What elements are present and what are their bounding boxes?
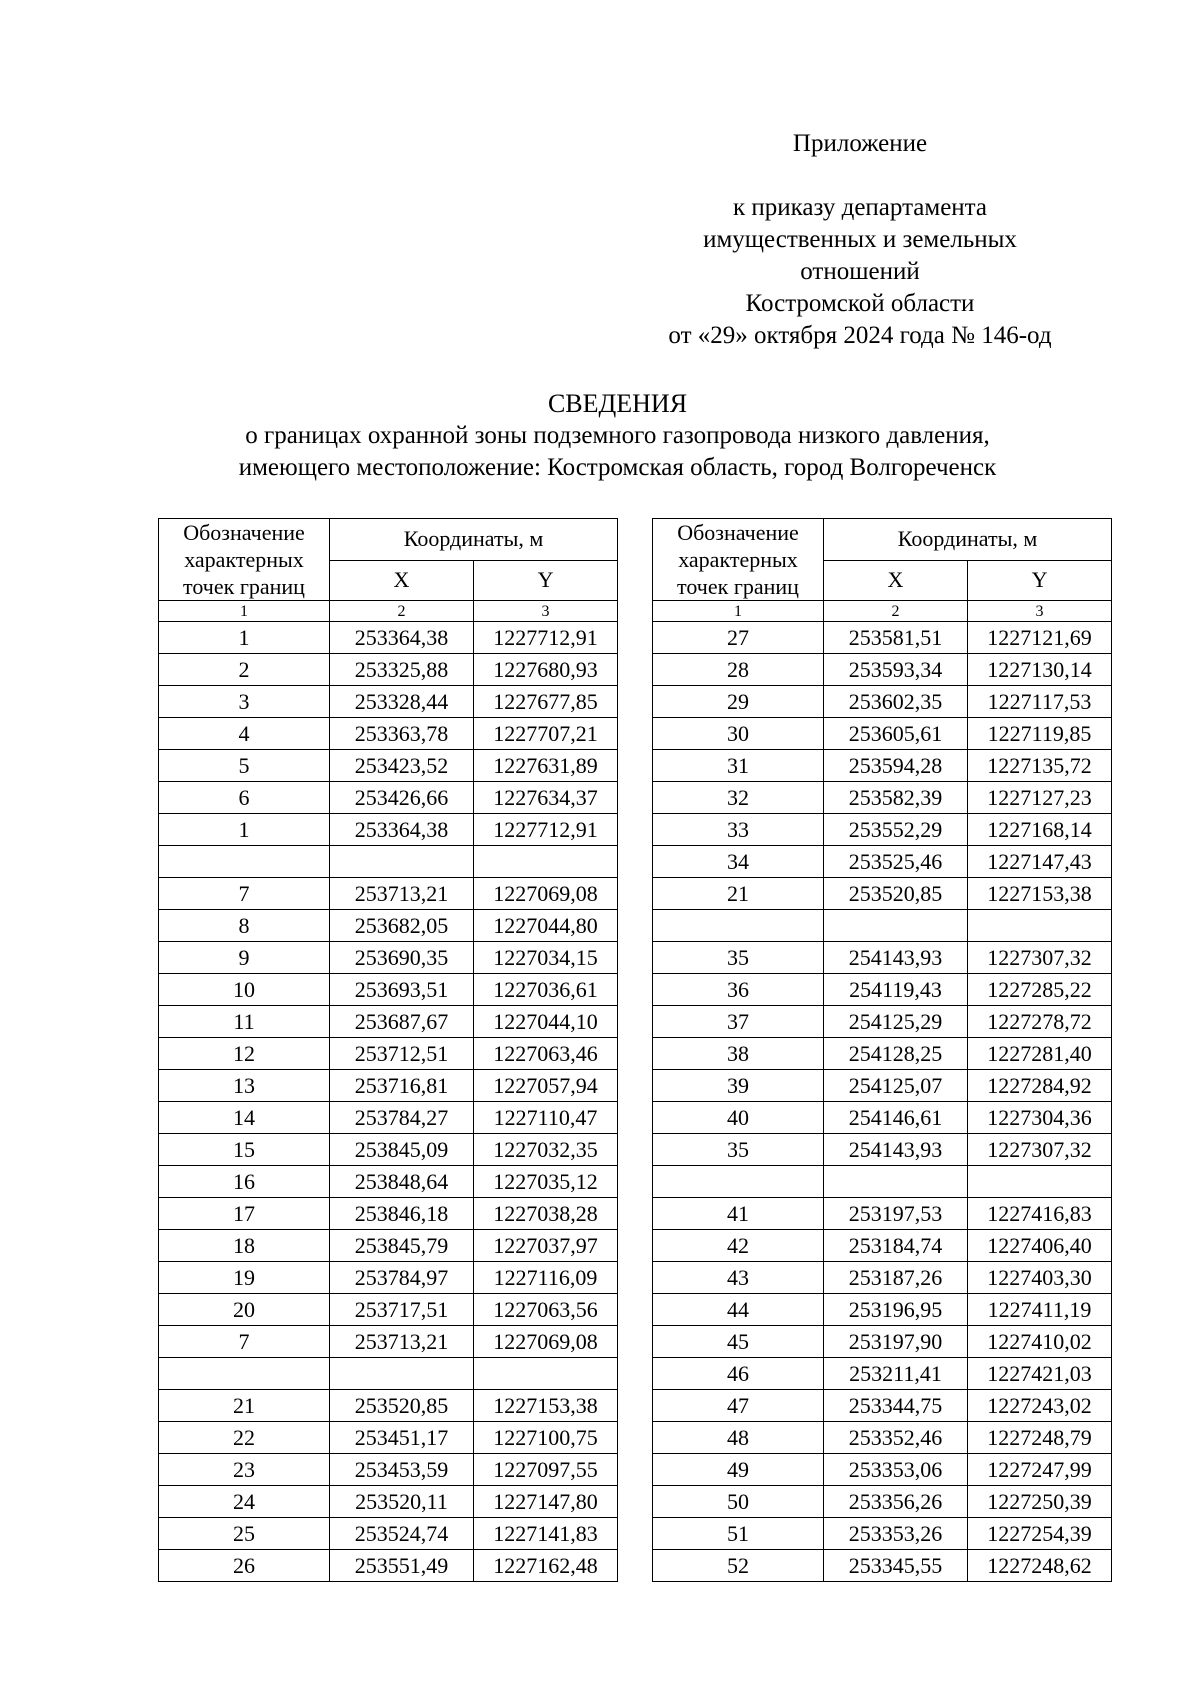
y-coordinate-cell: 1227631,89: [474, 750, 618, 782]
x-coordinate-cell: 253451,17: [330, 1422, 474, 1454]
y-coordinate-cell: 1227057,94: [474, 1070, 618, 1102]
table-row: [159, 1294, 618, 1326]
table-row: [653, 878, 1112, 910]
table-row: [653, 1550, 1112, 1582]
point-number-cell: 35: [653, 1134, 824, 1166]
table-row: [653, 1518, 1112, 1550]
y-coordinate-cell: 1227712,91: [474, 814, 618, 846]
y-coordinate-cell: 1227153,38: [474, 1390, 618, 1422]
table-row: [159, 654, 618, 686]
header-column-number: 1: [653, 601, 824, 622]
y-coordinate-cell: 1227162,48: [474, 1550, 618, 1582]
y-coordinate-cell: 1227153,38: [968, 878, 1112, 910]
point-number-cell: 1: [159, 622, 330, 654]
y-coordinate-cell: 1227063,46: [474, 1038, 618, 1070]
point-number-cell: [653, 1166, 824, 1198]
x-coordinate-cell: 253602,35: [824, 686, 968, 718]
y-coordinate-cell: [968, 1166, 1112, 1198]
table-row: [159, 974, 618, 1006]
x-coordinate-cell: 253593,34: [824, 654, 968, 686]
x-coordinate-cell: 253520,11: [330, 1486, 474, 1518]
header-x: X: [824, 560, 968, 600]
x-coordinate-cell: 253712,51: [330, 1038, 474, 1070]
point-number-cell: 51: [653, 1518, 824, 1550]
y-coordinate-cell: 1227097,55: [474, 1454, 618, 1486]
table-row: [159, 1102, 618, 1134]
y-coordinate-cell: 1227117,53: [968, 686, 1112, 718]
table-row: [159, 1390, 618, 1422]
table-row: [653, 1230, 1112, 1262]
y-coordinate-cell: 1227063,56: [474, 1294, 618, 1326]
y-coordinate-cell: 1227116,09: [474, 1262, 618, 1294]
point-number-cell: 32: [653, 782, 824, 814]
point-number-cell: 33: [653, 814, 824, 846]
table-row: [159, 1198, 618, 1230]
table-row: [653, 974, 1112, 1006]
table-row: [653, 1070, 1112, 1102]
x-coordinate-cell: 253453,59: [330, 1454, 474, 1486]
x-coordinate-cell: [330, 1358, 474, 1390]
point-number-cell: 14: [159, 1102, 330, 1134]
point-number-cell: 12: [159, 1038, 330, 1070]
x-coordinate-cell: 253197,90: [824, 1326, 968, 1358]
table-row: [653, 910, 1112, 942]
x-coordinate-cell: 254125,07: [824, 1070, 968, 1102]
table-row: [159, 622, 618, 654]
point-number-cell: 27: [653, 622, 824, 654]
y-coordinate-cell: 1227403,30: [968, 1262, 1112, 1294]
x-coordinate-cell: 254146,61: [824, 1102, 968, 1134]
table-row: [653, 622, 1112, 654]
table-row: [653, 1390, 1112, 1422]
y-coordinate-cell: 1227135,72: [968, 750, 1112, 782]
table-row: [653, 1038, 1112, 1070]
y-coordinate-cell: 1227141,83: [474, 1518, 618, 1550]
point-number-cell: 24: [159, 1486, 330, 1518]
x-coordinate-cell: [824, 910, 968, 942]
table-row: [159, 1230, 618, 1262]
y-coordinate-cell: 1227680,93: [474, 654, 618, 686]
appendix-line: имущественных и земельных: [703, 226, 1017, 253]
header-point-designation: Обозначение характерных точек границ: [159, 519, 330, 601]
x-coordinate-cell: 253713,21: [330, 1326, 474, 1358]
header-column-number: 2: [824, 601, 968, 622]
y-coordinate-cell: 1227677,85: [474, 686, 618, 718]
appendix-title: Приложение: [792, 130, 928, 157]
x-coordinate-cell: 253845,79: [330, 1230, 474, 1262]
x-coordinate-cell: 253364,38: [330, 814, 474, 846]
x-coordinate-cell: 254143,93: [824, 1134, 968, 1166]
header-column-number: 1: [159, 601, 330, 622]
y-coordinate-cell: 1227036,61: [474, 974, 618, 1006]
table-row: [159, 686, 618, 718]
table-row: [159, 1134, 618, 1166]
point-number-cell: 16: [159, 1166, 330, 1198]
y-coordinate-cell: 1227100,75: [474, 1422, 618, 1454]
table-row: [653, 1422, 1112, 1454]
table-row: [653, 814, 1112, 846]
x-coordinate-cell: 253713,21: [330, 878, 474, 910]
point-number-cell: 23: [159, 1454, 330, 1486]
x-coordinate-cell: 253187,26: [824, 1262, 968, 1294]
table-row: [159, 1422, 618, 1454]
y-coordinate-cell: 1227035,12: [474, 1166, 618, 1198]
point-number-cell: [653, 910, 824, 942]
x-coordinate-cell: 253353,26: [824, 1518, 968, 1550]
point-number-cell: 31: [653, 750, 824, 782]
document-subtitle: о границах охранной зоны подземного газопровода низкого давления,: [245, 422, 990, 449]
y-coordinate-cell: [474, 846, 618, 878]
point-number-cell: 46: [653, 1358, 824, 1390]
x-coordinate-cell: 253520,85: [824, 878, 968, 910]
point-number-cell: 2: [159, 654, 330, 686]
table-row: [653, 686, 1112, 718]
point-number-cell: [159, 1358, 330, 1390]
table-row: [159, 1006, 618, 1038]
table-row: [159, 910, 618, 942]
table-row: [653, 1006, 1112, 1038]
y-coordinate-cell: 1227712,91: [474, 622, 618, 654]
table-row: [159, 1358, 618, 1390]
table-row: [653, 1134, 1112, 1166]
table-row: [653, 1294, 1112, 1326]
x-coordinate-cell: 253525,46: [824, 846, 968, 878]
x-coordinate-cell: 253716,81: [330, 1070, 474, 1102]
table-row: [159, 750, 618, 782]
x-coordinate-cell: 253594,28: [824, 750, 968, 782]
header-x: X: [330, 560, 474, 600]
y-coordinate-cell: 1227416,83: [968, 1198, 1112, 1230]
x-coordinate-cell: 253693,51: [330, 974, 474, 1006]
x-coordinate-cell: 254128,25: [824, 1038, 968, 1070]
x-coordinate-cell: 253364,38: [330, 622, 474, 654]
x-coordinate-cell: 254125,29: [824, 1006, 968, 1038]
y-coordinate-cell: 1227119,85: [968, 718, 1112, 750]
point-number-cell: 28: [653, 654, 824, 686]
table-row: [653, 718, 1112, 750]
x-coordinate-cell: 253423,52: [330, 750, 474, 782]
point-number-cell: 4: [159, 718, 330, 750]
point-number-cell: 44: [653, 1294, 824, 1326]
x-coordinate-cell: 253582,39: [824, 782, 968, 814]
table-row: [653, 1486, 1112, 1518]
y-coordinate-cell: 1227421,03: [968, 1358, 1112, 1390]
point-number-cell: 48: [653, 1422, 824, 1454]
point-number-cell: 21: [159, 1390, 330, 1422]
y-coordinate-cell: 1227044,80: [474, 910, 618, 942]
x-coordinate-cell: 253345,55: [824, 1550, 968, 1582]
point-number-cell: 10: [159, 974, 330, 1006]
appendix-order-date: от «29» октября 2024 года № 146-од: [668, 322, 1052, 349]
y-coordinate-cell: 1227410,02: [968, 1326, 1112, 1358]
point-number-cell: 20: [159, 1294, 330, 1326]
table-row: [653, 750, 1112, 782]
header-y: Y: [474, 560, 618, 600]
y-coordinate-cell: 1227121,69: [968, 622, 1112, 654]
x-coordinate-cell: 254143,93: [824, 942, 968, 974]
point-number-cell: 22: [159, 1422, 330, 1454]
point-number-cell: 6: [159, 782, 330, 814]
table-row: [159, 1070, 618, 1102]
point-number-cell: 18: [159, 1230, 330, 1262]
y-coordinate-cell: 1227285,22: [968, 974, 1112, 1006]
x-coordinate-cell: 253848,64: [330, 1166, 474, 1198]
y-coordinate-cell: 1227069,08: [474, 878, 618, 910]
y-coordinate-cell: 1227038,28: [474, 1198, 618, 1230]
point-number-cell: 25: [159, 1518, 330, 1550]
x-coordinate-cell: 253581,51: [824, 622, 968, 654]
table-row: [653, 846, 1112, 878]
y-coordinate-cell: 1227069,08: [474, 1326, 618, 1358]
y-coordinate-cell: 1227032,35: [474, 1134, 618, 1166]
x-coordinate-cell: 253845,09: [330, 1134, 474, 1166]
point-number-cell: 21: [653, 878, 824, 910]
point-number-cell: 29: [653, 686, 824, 718]
y-coordinate-cell: 1227307,32: [968, 942, 1112, 974]
x-coordinate-cell: 253687,67: [330, 1006, 474, 1038]
x-coordinate-cell: 253551,49: [330, 1550, 474, 1582]
x-coordinate-cell: [330, 846, 474, 878]
y-coordinate-cell: [474, 1358, 618, 1390]
x-coordinate-cell: 253690,35: [330, 942, 474, 974]
x-coordinate-cell: 253524,74: [330, 1518, 474, 1550]
table-row: [653, 1454, 1112, 1486]
table-row: [159, 718, 618, 750]
point-number-cell: 19: [159, 1262, 330, 1294]
point-number-cell: 47: [653, 1390, 824, 1422]
point-number-cell: 8: [159, 910, 330, 942]
y-coordinate-cell: 1227254,39: [968, 1518, 1112, 1550]
point-number-cell: 36: [653, 974, 824, 1006]
y-coordinate-cell: 1227304,36: [968, 1102, 1112, 1134]
point-number-cell: 42: [653, 1230, 824, 1262]
coordinates-table-left: [158, 518, 618, 1582]
y-coordinate-cell: 1227248,62: [968, 1550, 1112, 1582]
table-row: [653, 1102, 1112, 1134]
table-row: [159, 782, 618, 814]
appendix-line: Костромской области: [745, 290, 975, 317]
y-coordinate-cell: 1227147,43: [968, 846, 1112, 878]
x-coordinate-cell: 253363,78: [330, 718, 474, 750]
point-number-cell: 11: [159, 1006, 330, 1038]
y-coordinate-cell: 1227307,32: [968, 1134, 1112, 1166]
table-row: [159, 1454, 618, 1486]
y-coordinate-cell: 1227248,79: [968, 1422, 1112, 1454]
x-coordinate-cell: 253784,27: [330, 1102, 474, 1134]
y-coordinate-cell: 1227250,39: [968, 1486, 1112, 1518]
x-coordinate-cell: 253520,85: [330, 1390, 474, 1422]
header-coordinates: Координаты, м: [824, 519, 1112, 561]
appendix-block: [640, 128, 1080, 352]
x-coordinate-cell: 253184,74: [824, 1230, 968, 1262]
table-row: [653, 1262, 1112, 1294]
document-subtitle: имеющего местоположение: Костромская область, город Волгореченск: [238, 454, 997, 481]
y-coordinate-cell: 1227247,99: [968, 1454, 1112, 1486]
point-number-cell: 52: [653, 1550, 824, 1582]
table-row: [653, 1358, 1112, 1390]
x-coordinate-cell: 253325,88: [330, 654, 474, 686]
point-number-cell: 50: [653, 1486, 824, 1518]
y-coordinate-cell: 1227284,92: [968, 1070, 1112, 1102]
table-row: [159, 1262, 618, 1294]
point-number-cell: 9: [159, 942, 330, 974]
y-coordinate-cell: 1227034,15: [474, 942, 618, 974]
header-point-designation: Обозначение характерных точек границ: [653, 519, 824, 601]
y-coordinate-cell: 1227044,10: [474, 1006, 618, 1038]
y-coordinate-cell: 1227406,40: [968, 1230, 1112, 1262]
document-title: СВЕДЕНИЯ: [547, 389, 688, 418]
point-number-cell: 40: [653, 1102, 824, 1134]
point-number-cell: 1: [159, 814, 330, 846]
point-number-cell: 7: [159, 1326, 330, 1358]
point-number-cell: 38: [653, 1038, 824, 1070]
y-coordinate-cell: 1227243,02: [968, 1390, 1112, 1422]
y-coordinate-cell: 1227411,19: [968, 1294, 1112, 1326]
point-number-cell: 30: [653, 718, 824, 750]
point-number-cell: 13: [159, 1070, 330, 1102]
point-number-cell: 26: [159, 1550, 330, 1582]
x-coordinate-cell: 253344,75: [824, 1390, 968, 1422]
table-row: [159, 846, 618, 878]
x-coordinate-cell: 253328,44: [330, 686, 474, 718]
x-coordinate-cell: [824, 1166, 968, 1198]
x-coordinate-cell: 253211,41: [824, 1358, 968, 1390]
x-coordinate-cell: 253605,61: [824, 718, 968, 750]
header-column-number: 3: [474, 601, 618, 622]
point-number-cell: 35: [653, 942, 824, 974]
x-coordinate-cell: 253352,46: [824, 1422, 968, 1454]
table-row: [159, 1166, 618, 1198]
table-row: [159, 814, 618, 846]
x-coordinate-cell: 253196,95: [824, 1294, 968, 1326]
table-row: [159, 878, 618, 910]
y-coordinate-cell: 1227130,14: [968, 654, 1112, 686]
appendix-line: к приказу департамента: [732, 194, 988, 221]
x-coordinate-cell: 253682,05: [330, 910, 474, 942]
y-coordinate-cell: 1227147,80: [474, 1486, 618, 1518]
coordinates-table-right: [652, 518, 1112, 1582]
x-coordinate-cell: 253426,66: [330, 782, 474, 814]
appendix-line: отношений: [800, 258, 920, 285]
table-row: [653, 1326, 1112, 1358]
point-number-cell: 37: [653, 1006, 824, 1038]
point-number-cell: 49: [653, 1454, 824, 1486]
x-coordinate-cell: 253353,06: [824, 1454, 968, 1486]
table-row: [653, 782, 1112, 814]
point-number-cell: 34: [653, 846, 824, 878]
header-column-number: 2: [330, 601, 474, 622]
x-coordinate-cell: 254119,43: [824, 974, 968, 1006]
x-coordinate-cell: 253552,29: [824, 814, 968, 846]
x-coordinate-cell: 253784,97: [330, 1262, 474, 1294]
x-coordinate-cell: 253197,53: [824, 1198, 968, 1230]
point-number-cell: 3: [159, 686, 330, 718]
y-coordinate-cell: 1227127,23: [968, 782, 1112, 814]
header-coordinates: Координаты, м: [330, 519, 618, 561]
point-number-cell: 5: [159, 750, 330, 782]
table-row: [159, 942, 618, 974]
y-coordinate-cell: 1227278,72: [968, 1006, 1112, 1038]
table-row: [159, 1038, 618, 1070]
point-number-cell: 41: [653, 1198, 824, 1230]
x-coordinate-cell: 253356,26: [824, 1486, 968, 1518]
document-heading: [120, 388, 1115, 484]
table-row: [159, 1326, 618, 1358]
point-number-cell: [159, 846, 330, 878]
table-row: [159, 1550, 618, 1582]
y-coordinate-cell: 1227110,47: [474, 1102, 618, 1134]
y-coordinate-cell: 1227168,14: [968, 814, 1112, 846]
y-coordinate-cell: [968, 910, 1112, 942]
table-row: [159, 1486, 618, 1518]
table-row: [653, 942, 1112, 974]
y-coordinate-cell: 1227634,37: [474, 782, 618, 814]
table-row: [159, 1518, 618, 1550]
x-coordinate-cell: 253717,51: [330, 1294, 474, 1326]
point-number-cell: 17: [159, 1198, 330, 1230]
table-row: [653, 1166, 1112, 1198]
table-row: [653, 1198, 1112, 1230]
header-y: Y: [968, 560, 1112, 600]
y-coordinate-cell: 1227707,21: [474, 718, 618, 750]
point-number-cell: 39: [653, 1070, 824, 1102]
table-row: [653, 654, 1112, 686]
point-number-cell: 43: [653, 1262, 824, 1294]
header-column-number: 3: [968, 601, 1112, 622]
point-number-cell: 45: [653, 1326, 824, 1358]
x-coordinate-cell: 253846,18: [330, 1198, 474, 1230]
y-coordinate-cell: 1227037,97: [474, 1230, 618, 1262]
point-number-cell: 15: [159, 1134, 330, 1166]
point-number-cell: 7: [159, 878, 330, 910]
y-coordinate-cell: 1227281,40: [968, 1038, 1112, 1070]
